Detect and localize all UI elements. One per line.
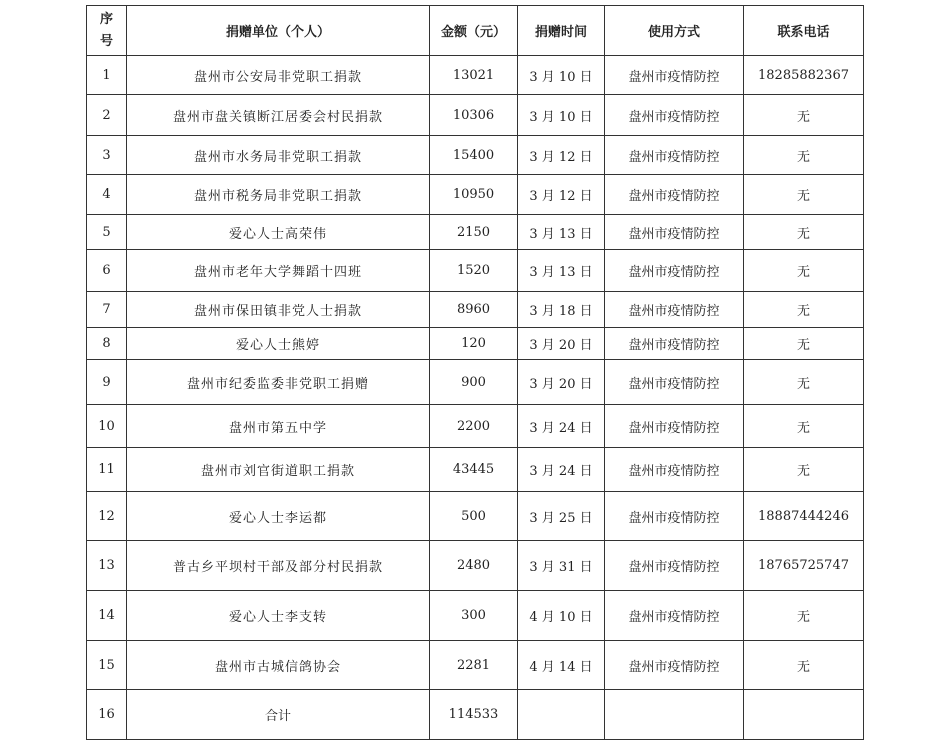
cell-phone: 无: [744, 448, 864, 492]
table-row: [87, 56, 864, 95]
cell-date: 3 月 13 日: [518, 250, 605, 292]
cell-usage: 盘州市疫情防控: [605, 541, 744, 591]
cell-amount: 2200: [430, 405, 518, 448]
total-label: 合计: [127, 690, 430, 740]
table-row: [87, 360, 864, 405]
cell-seq: 5: [87, 215, 127, 250]
table-row: [87, 215, 864, 250]
table-row: [87, 492, 864, 541]
cell-seq: 3: [87, 136, 127, 175]
cell-donor: 盘州市水务局非党职工捐款: [127, 136, 430, 175]
cell-donor: 爱心人士高荣伟: [127, 215, 430, 250]
cell-date: 3 月 18 日: [518, 292, 605, 328]
cell-seq: 12: [87, 492, 127, 541]
table-row: [87, 641, 864, 690]
cell-amount: 500: [430, 492, 518, 541]
cell-date: 3 月 31 日: [518, 541, 605, 591]
cell-date: [518, 690, 605, 740]
cell-donor: 盘州市盘关镇断江居委会村民捐款: [127, 95, 430, 136]
cell-donor: 盘州市税务局非党职工捐款: [127, 175, 430, 215]
cell-phone: 无: [744, 136, 864, 175]
cell-date: 3 月 10 日: [518, 56, 605, 95]
cell-amount: 2150: [430, 215, 518, 250]
table-row: [87, 541, 864, 591]
cell-seq: 8: [87, 328, 127, 360]
cell-usage: 盘州市疫情防控: [605, 448, 744, 492]
cell-usage: 盘州市疫情防控: [605, 136, 744, 175]
cell-usage: 盘州市疫情防控: [605, 215, 744, 250]
cell-phone: 无: [744, 641, 864, 690]
cell-amount: 15400: [430, 136, 518, 175]
table-row: [87, 95, 864, 136]
cell-phone: 无: [744, 328, 864, 360]
cell-phone: 无: [744, 250, 864, 292]
cell-usage: 盘州市疫情防控: [605, 328, 744, 360]
header-amount: 金额（元）: [430, 6, 518, 56]
cell-usage: 盘州市疫情防控: [605, 405, 744, 448]
cell-amount: 13021: [430, 56, 518, 95]
cell-usage: 盘州市疫情防控: [605, 250, 744, 292]
cell-donor: 盘州市古城信鸽协会: [127, 641, 430, 690]
cell-seq: 10: [87, 405, 127, 448]
table-row: [87, 292, 864, 328]
cell-amount: 1520: [430, 250, 518, 292]
donation-table: [86, 5, 864, 740]
header-seq-line1: 序: [99, 11, 113, 27]
cell-donor: 盘州市纪委监委非党职工捐赠: [127, 360, 430, 405]
table-row: [87, 448, 864, 492]
cell-phone: 18765725747: [744, 541, 864, 591]
cell-phone: 无: [744, 405, 864, 448]
cell-donor: 盘州市老年大学舞蹈十四班: [127, 250, 430, 292]
cell-donor: 爱心人士李支转: [127, 591, 430, 641]
cell-usage: [605, 690, 744, 740]
cell-date: 4 月 10 日: [518, 591, 605, 641]
cell-amount: 10950: [430, 175, 518, 215]
cell-date: 3 月 12 日: [518, 136, 605, 175]
table-row: [87, 328, 864, 360]
cell-usage: 盘州市疫情防控: [605, 175, 744, 215]
header-date: 捐赠时间: [518, 6, 605, 56]
cell-amount: 120: [430, 328, 518, 360]
cell-donor: 盘州市公安局非党职工捐款: [127, 56, 430, 95]
table-row: [87, 175, 864, 215]
cell-amount: 900: [430, 360, 518, 405]
cell-amount: 8960: [430, 292, 518, 328]
cell-donor: 普古乡平坝村干部及部分村民捐款: [127, 541, 430, 591]
cell-date: 3 月 24 日: [518, 405, 605, 448]
cell-date: 3 月 20 日: [518, 328, 605, 360]
cell-date: 4 月 14 日: [518, 641, 605, 690]
table-row: [87, 591, 864, 641]
cell-seq: 6: [87, 250, 127, 292]
cell-phone: 无: [744, 292, 864, 328]
cell-usage: 盘州市疫情防控: [605, 591, 744, 641]
cell-usage: 盘州市疫情防控: [605, 56, 744, 95]
cell-seq: 14: [87, 591, 127, 641]
cell-donor: 盘州市第五中学: [127, 405, 430, 448]
header-seq: [87, 6, 127, 56]
header-seq-line2: 号: [99, 33, 113, 49]
cell-usage: 盘州市疫情防控: [605, 95, 744, 136]
cell-date: 3 月 25 日: [518, 492, 605, 541]
cell-phone: 无: [744, 360, 864, 405]
cell-seq: 9: [87, 360, 127, 405]
cell-amount: 2281: [430, 641, 518, 690]
cell-seq: 7: [87, 292, 127, 328]
cell-date: 3 月 24 日: [518, 448, 605, 492]
header-phone: 联系电话: [744, 6, 864, 56]
cell-phone: 无: [744, 591, 864, 641]
cell-phone: 无: [744, 95, 864, 136]
cell-amount: 2480: [430, 541, 518, 591]
cell-amount: 43445: [430, 448, 518, 492]
cell-phone: 18285882367: [744, 56, 864, 95]
cell-date: 3 月 13 日: [518, 215, 605, 250]
cell-amount: 300: [430, 591, 518, 641]
cell-date: 3 月 20 日: [518, 360, 605, 405]
cell-usage: 盘州市疫情防控: [605, 292, 744, 328]
cell-seq: 11: [87, 448, 127, 492]
table-row: [87, 250, 864, 292]
header-usage: 使用方式: [605, 6, 744, 56]
cell-usage: 盘州市疫情防控: [605, 641, 744, 690]
cell-seq: 15: [87, 641, 127, 690]
cell-donor: 盘州市刘官街道职工捐款: [127, 448, 430, 492]
cell-seq: 16: [87, 690, 127, 740]
cell-usage: 盘州市疫情防控: [605, 360, 744, 405]
cell-seq: 1: [87, 56, 127, 95]
cell-amount: 10306: [430, 95, 518, 136]
header-row: [87, 6, 864, 56]
table-row: [87, 136, 864, 175]
cell-donor: 盘州市保田镇非党人士捐款: [127, 292, 430, 328]
table-row: [87, 405, 864, 448]
cell-date: 3 月 10 日: [518, 95, 605, 136]
total-amount: 114533: [430, 690, 518, 740]
total-row: [87, 690, 864, 740]
cell-seq: 13: [87, 541, 127, 591]
cell-phone: [744, 690, 864, 740]
cell-seq: 4: [87, 175, 127, 215]
cell-phone: 无: [744, 215, 864, 250]
cell-seq: 2: [87, 95, 127, 136]
cell-phone: 18887444246: [744, 492, 864, 541]
header-donor: 捐赠单位（个人）: [127, 6, 430, 56]
cell-date: 3 月 12 日: [518, 175, 605, 215]
cell-donor: 爱心人士熊婷: [127, 328, 430, 360]
cell-usage: 盘州市疫情防控: [605, 492, 744, 541]
cell-phone: 无: [744, 175, 864, 215]
cell-donor: 爱心人士李运都: [127, 492, 430, 541]
